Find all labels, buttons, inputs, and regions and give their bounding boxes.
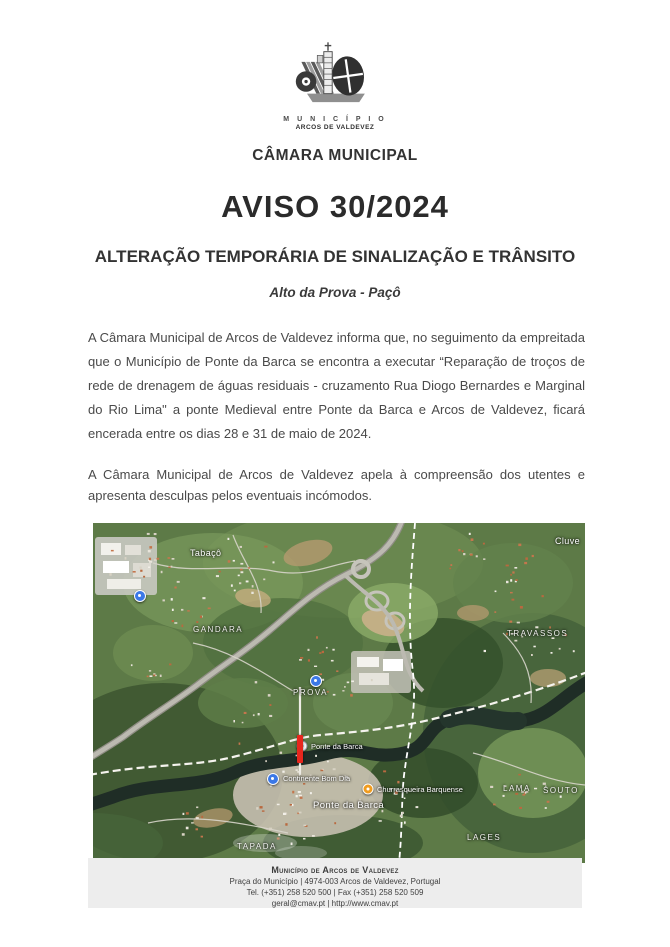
notice-location: Alto da Prova - Paçô xyxy=(269,285,401,300)
notice-subtitle: ALTERAÇÃO TEMPORÁRIA DE SINALIZAÇÃO E TRÂNSITO xyxy=(94,247,576,266)
footer-address: Praça do Município | 4974-003 Arcos de Valdevez, Portugal xyxy=(229,877,441,886)
footer xyxy=(88,858,582,908)
satellite-map-art xyxy=(93,523,585,863)
footer-phone: Tel. (+351) 258 520 500 | Fax (+351) 258 520 509 xyxy=(246,888,424,897)
map-label: PROVA xyxy=(293,688,328,697)
map-label: Churrasqueira Barquense xyxy=(377,785,463,794)
footer-web: geral@cmav.pt | http://www.cmav.pt xyxy=(271,899,399,908)
logo-caption-municipio: M U N I C Í P I O xyxy=(283,116,387,123)
blue-map-pin xyxy=(310,675,322,687)
notice-paragraph-1: A Câmara Municipal de Arcos de Valdevez informa que, no seguimento da empreitada que o Município de Ponte da Barca se encontra a executar “Reparação de troços de rede de drenagem de águas residuais - cruzamento Rua Diogo Bernardes e Marginal do Rio Lima" a ponte Medieval entre Ponte da Barca e Arcos de Valdevez, ficará encerada entre os dias 28 e 31 de maio de 2024. xyxy=(88,330,585,441)
map-label: Cluve xyxy=(555,536,581,546)
blue-map-pin xyxy=(267,773,279,785)
satellite-map xyxy=(93,523,585,863)
map-label: Ponte da Barca xyxy=(311,742,363,751)
coat-of-arms-icon xyxy=(279,36,391,114)
footer-org-name: Município de Arcos de Valdevez xyxy=(271,865,399,875)
notice-paragraph-2: A Câmara Municipal de Arcos de Valdevez apela à compreensão dos utentes e apresenta desculpas pelos eventuais incómodos. xyxy=(88,467,585,503)
logo-caption-arcos: ARCOS DE VALDEVEZ xyxy=(295,124,375,131)
closed-bridge-marker xyxy=(297,735,303,763)
yellow-map-pin xyxy=(363,784,374,795)
map-label: GANDARA xyxy=(193,625,244,634)
map-label: TAPADA xyxy=(237,842,277,851)
map-label: TRAVASSOS xyxy=(507,629,569,638)
notice-title: AVISO 30/2024 xyxy=(221,189,449,224)
org-title: CÂMARA MUNICIPAL xyxy=(252,147,418,164)
map-label: LAMA xyxy=(503,784,531,793)
map-label: LAGES xyxy=(467,833,502,842)
blue-map-pin xyxy=(134,590,146,602)
map-label: Continente Bom Dia xyxy=(283,774,351,783)
map-label: Ponte da Barca xyxy=(313,800,385,811)
municipality-logo xyxy=(0,36,670,131)
map-label: Tabaçô xyxy=(190,548,222,558)
map-label: SOUTO xyxy=(543,786,579,795)
